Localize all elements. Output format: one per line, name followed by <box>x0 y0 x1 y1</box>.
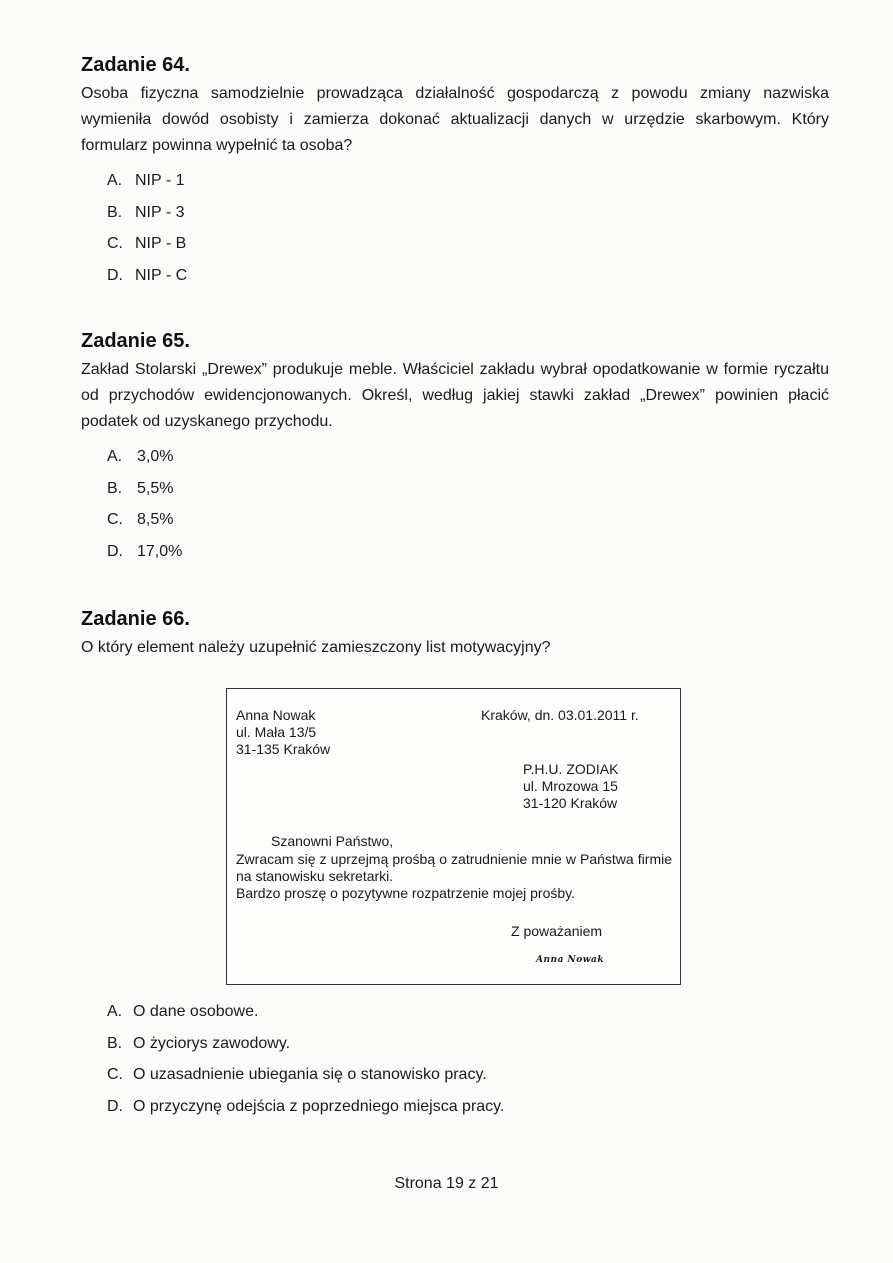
answer-list <box>107 441 829 567</box>
task-65 <box>81 330 829 567</box>
answer-letter: D. <box>107 1097 123 1115</box>
answer-option-d <box>107 260 829 292</box>
answer-option-d <box>107 1091 504 1123</box>
task-question: Osoba fizyczna samodzielnie prowadząca działalność gospodarczą z powodu zmiany nazwiska wymieniła dowód osobisty i zamierza dokonać aktualizacji danych w urzędzie skarbowym. Który formularz powinna wypełnić ta osoba? <box>81 85 829 154</box>
letter-salutation: Szanowni Państwo, <box>271 833 394 849</box>
sender-city: 31-135 Kraków <box>236 741 331 757</box>
recipient-name: P.H.U. ZODIAK <box>523 761 619 777</box>
task-title: Zadanie 64. <box>81 54 190 76</box>
answer-option-c <box>107 504 829 536</box>
task-title: Zadanie 66. <box>81 608 190 630</box>
answer-letter: A. <box>107 448 123 465</box>
answer-letter: A. <box>107 1003 123 1020</box>
answer-text: 8,5% <box>137 511 174 528</box>
answer-option-b <box>107 197 829 229</box>
answer-letter: B. <box>107 1034 123 1052</box>
recipient-city: 31-120 Kraków <box>523 795 618 811</box>
answer-list <box>107 996 504 1122</box>
answer-text: O życiorys zawodowy. <box>133 1034 291 1052</box>
answer-text: O uzasadnienie ubiegania się o stanowisko pracy. <box>133 1066 487 1083</box>
letter-body <box>236 851 672 902</box>
letter-sender <box>236 707 330 758</box>
motivation-letter <box>226 688 681 985</box>
sender-name: Anna Nowak <box>236 707 316 723</box>
answer-text: NIP - 3 <box>135 203 185 221</box>
answer-text: 5,5% <box>137 479 174 497</box>
answer-option-a <box>107 441 829 473</box>
answer-text: NIP - B <box>135 235 187 252</box>
answer-letter: C. <box>107 511 123 528</box>
letter-recipient <box>523 761 618 812</box>
answer-option-b <box>107 1028 504 1060</box>
answer-letter: C. <box>107 1066 123 1083</box>
answer-option-b <box>107 473 829 505</box>
task-question: O który element należy uzupełnić zamieszczony list motywacyjny? <box>81 639 551 656</box>
answer-letter: D. <box>107 266 123 284</box>
answer-text: 3,0% <box>137 448 174 465</box>
answer-text: 17,0% <box>137 542 183 560</box>
answer-option-a <box>107 996 504 1028</box>
answer-text: O dane osobowe. <box>133 1003 259 1020</box>
task-66 <box>81 608 829 661</box>
answer-option-d <box>107 536 829 568</box>
task-64 <box>81 54 829 291</box>
answer-option-c <box>107 1059 504 1091</box>
answer-letter: D. <box>107 542 123 560</box>
answer-text: NIP - 1 <box>135 172 185 189</box>
answer-letter: C. <box>107 235 123 252</box>
answer-list <box>107 165 829 291</box>
answer-letter: B. <box>107 479 123 497</box>
answer-text: O przyczynę odejścia z poprzedniego miejsca pracy. <box>133 1097 505 1115</box>
letter-date: Kraków, dn. 03.01.2011 r. <box>481 707 639 723</box>
page-number: Strona 19 z 21 <box>394 1175 499 1192</box>
answer-letter: A. <box>107 172 123 189</box>
letter-body-text: Zwracam się z uprzejmą prośbą o zatrudnienie mnie w Państwa firmie na stanowisku sekretarki. <box>236 851 672 884</box>
letter-signature: Anna Nowak <box>536 955 605 965</box>
recipient-street: ul. Mrozowa 15 <box>523 778 618 794</box>
answer-option-c <box>107 228 829 260</box>
task-title: Zadanie 65. <box>81 330 190 352</box>
answer-text: NIP - C <box>135 266 188 284</box>
task-question: Zakład Stolarski „Drewex” produkuje meble. Właściciel zakładu wybrał opodatkowanie w formie ryczałtu od przychodów ewidencjonowanych. Określ, według jakiej stawki zakład „Drewex” powinien płacić podatek od uzyskanego przychodu. <box>81 361 829 430</box>
sender-street: ul. Mała 13/5 <box>236 724 317 740</box>
answer-option-a <box>107 165 829 197</box>
answer-letter: B. <box>107 203 123 221</box>
letter-request: Bardzo proszę o pozytywne rozpatrzenie mojej prośby. <box>236 885 576 901</box>
letter-closing: Z poważaniem <box>511 923 603 939</box>
